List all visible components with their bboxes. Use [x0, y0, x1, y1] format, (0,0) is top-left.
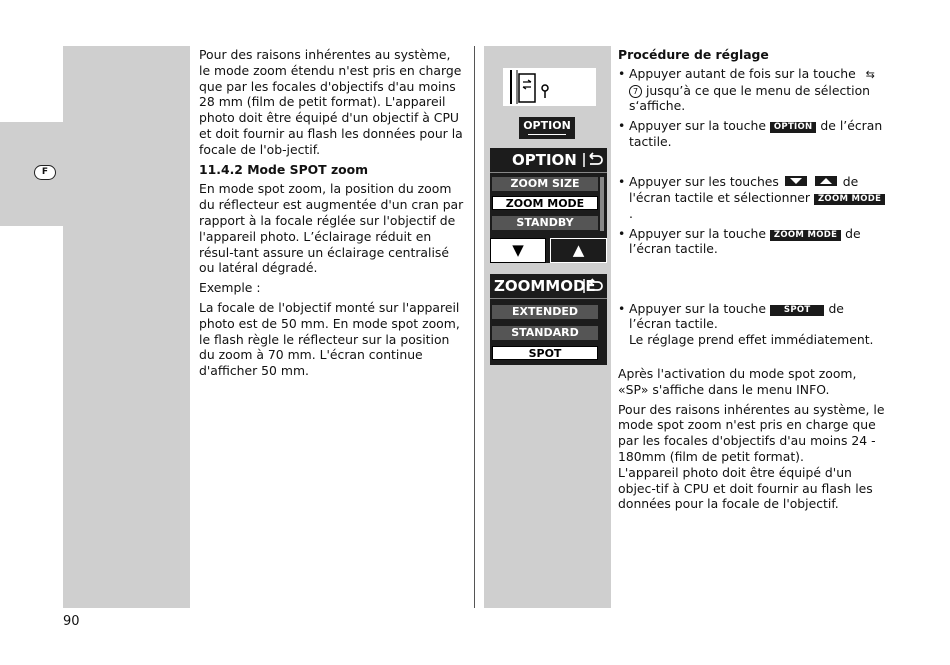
left-para-3: Exemple :: [199, 280, 261, 296]
up-key-icon: [815, 176, 837, 186]
back-icon[interactable]: [582, 151, 604, 169]
right-column: [618, 47, 886, 516]
option-menu-title: OPTION: [512, 151, 577, 169]
flash-body-icon: [503, 68, 596, 106]
page-number: 90: [63, 614, 80, 629]
left-para-1: Pour des raisons inhérentes au système, le mode zoom étendu n'est pris en charge que par les focales d'objectifs d'au moins 28 mm (film de petit format). L'appareil photo doit être équipé d'un objectif à CPU et doit fournir au flash les données pour la focale de l'ob-jectif.: [199, 47, 463, 157]
down-key-icon: [785, 176, 807, 186]
zoommode-item-extended[interactable]: EXTENDED: [492, 305, 598, 319]
step-3: [618, 174, 886, 221]
device-illustration: [503, 68, 596, 106]
menu-scrollbar[interactable]: [600, 177, 604, 231]
menu-separator: [490, 298, 607, 299]
left-para-4: La focale de l'objectif monté sur l'appareil photo est de 50 mm. En mode spot zoom, le flash règle le réflecteur sur la position du zoom à 70 mm. L'écran continue d'afficher 50 mm.: [199, 299, 460, 379]
step-5-text-b: de l’écran tactile.: [629, 300, 844, 332]
step-4-text-b: de l’écran tactile.: [629, 225, 861, 257]
swap-icon: ⇆: [865, 67, 875, 81]
option-item-standby[interactable]: STANDBY: [492, 216, 598, 230]
option-button-underline: [528, 134, 566, 135]
step-3-text-a: Appuyer sur les touches: [629, 174, 779, 190]
right-para-3: L'appareil photo doit être équipé d'un objec-tif à CPU et doit fournir au flash les données pour la focale de l'objectif.: [618, 464, 873, 512]
zoommode-menu: [490, 274, 607, 365]
step-4-text-a: Appuyer sur la touche: [629, 225, 766, 241]
right-para-1: Après l'activation du mode spot zoom, «SP» s'affiche dans le menu INFO.: [618, 365, 857, 397]
column-divider: [474, 46, 475, 608]
down-arrow-icon: ▼: [512, 241, 524, 259]
step-3-end: .: [629, 205, 633, 221]
step-3-text-b: de l'écran tactile et sélectionner: [629, 174, 859, 205]
step-5-text-a: Appuyer sur la touche: [629, 300, 766, 316]
right-para-2: Pour des raisons inhérentes au système, le mode spot zoom n'est pris en charge que par les focales d'objectifs d'au moins 24 - 180mm (film de petit format).: [618, 401, 885, 464]
step-1-text-b: jusqu’à ce que le menu de sélection s‘affiche.: [629, 82, 871, 114]
option-button-label: OPTION: [523, 119, 571, 132]
down-button[interactable]: [490, 238, 546, 263]
step-2-text-a: Appuyer sur la touche: [629, 118, 766, 134]
left-column: [199, 47, 464, 383]
step-1-text-a: Appuyer autant de fois sur la touche: [629, 65, 856, 81]
option-menu: [490, 148, 607, 263]
zoommode-menu-title: ZOOMMODE: [494, 277, 596, 295]
step-2-text-b: de l’écran tactile.: [629, 118, 883, 149]
up-arrow-icon: ▲: [572, 241, 585, 259]
language-label: F: [34, 165, 56, 180]
step-5: [618, 301, 886, 348]
spot-key: SPOT: [770, 305, 825, 316]
back-icon[interactable]: [582, 277, 604, 295]
left-para-2: En mode spot zoom, la position du zoom du réflecteur est augmentée d'un cran par rapport à la focale réglée sur l'objectif de l'appareil photo. L’éclairage réduit en résul-tant assure un éclairage centralisé ou latéral dégradé.: [199, 181, 464, 276]
zoommode-item-standard[interactable]: STANDARD: [492, 326, 598, 340]
option-button-figure[interactable]: [519, 117, 575, 139]
key-number-icon: 7: [629, 85, 642, 98]
step-5-text-c: Le réglage prend effet immédiatement.: [629, 332, 874, 348]
procedure-heading: Procédure de réglage: [618, 47, 769, 62]
menu-separator: [490, 172, 607, 173]
zoom-mode-key: ZOOM MODE: [814, 194, 885, 205]
zoommode-item-spot[interactable]: SPOT: [492, 346, 598, 360]
step-2: [618, 118, 886, 170]
step-1: [618, 66, 886, 114]
up-button[interactable]: [550, 238, 607, 263]
option-item-zoom-mode[interactable]: ZOOM MODE: [492, 196, 598, 210]
option-item-zoom-size[interactable]: ZOOM SIZE: [492, 177, 598, 191]
option-key: OPTION: [770, 122, 817, 133]
left-gray-band: [63, 46, 190, 608]
section-heading: 11.4.2 Mode SPOT zoom: [199, 161, 369, 177]
zoom-mode-key-2: ZOOM MODE: [770, 230, 841, 241]
step-4: [618, 226, 886, 297]
